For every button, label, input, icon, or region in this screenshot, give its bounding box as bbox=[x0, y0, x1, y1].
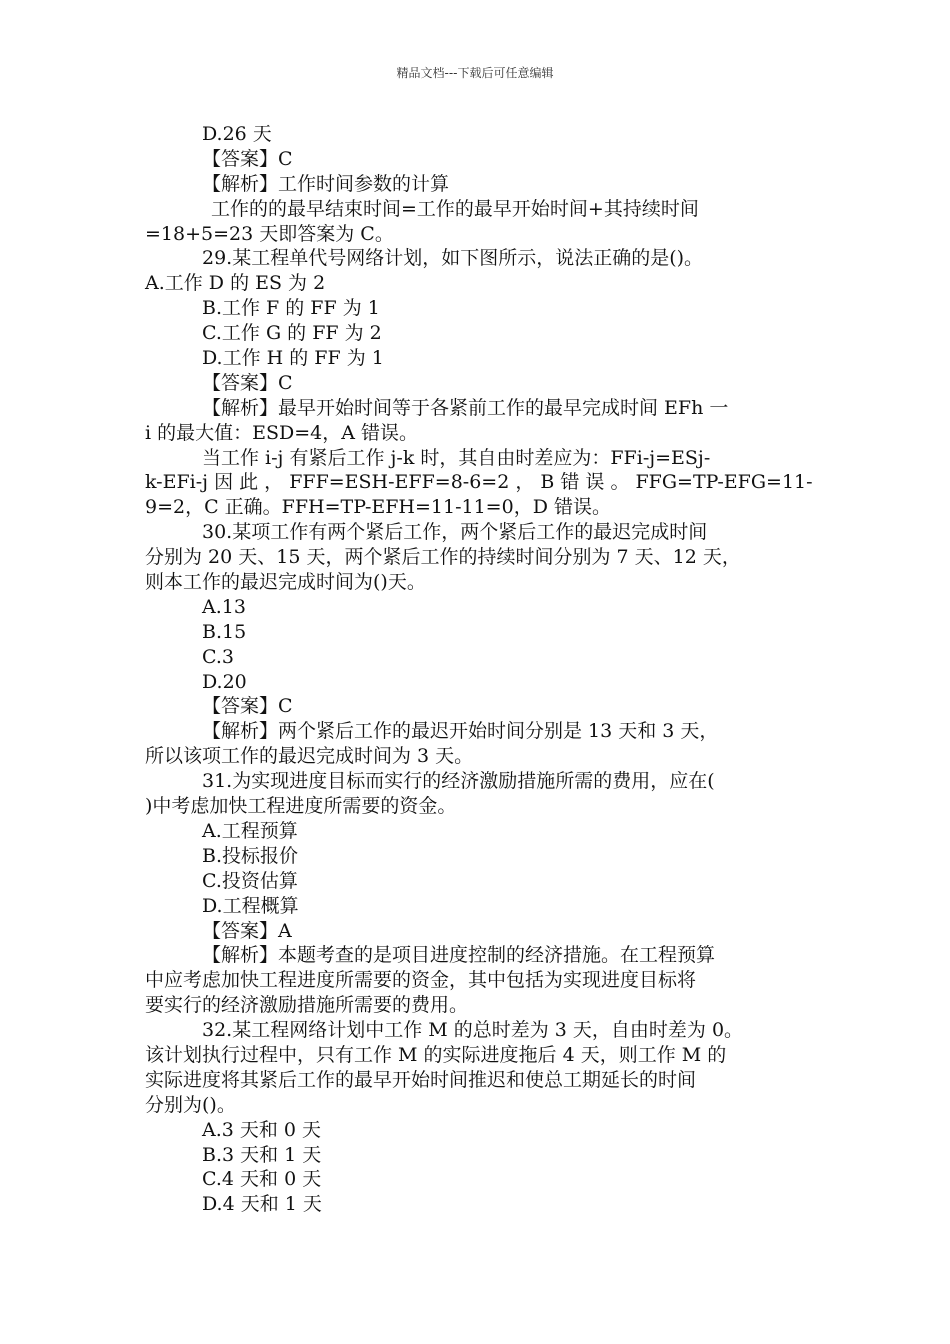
text-line: 【解析】最早开始时间等于各紧前工作的最早完成时间 EFh 一 bbox=[202, 396, 729, 419]
text-line: 当工作 i-j 有紧后工作 j-k 时，其自由时差应为：FFi-j=ESj- bbox=[202, 446, 711, 469]
text-line: C.工作 G 的 FF 为 2 bbox=[202, 322, 382, 345]
text-line: A.13 bbox=[202, 595, 246, 618]
text-line: B.工作 F 的 FF 为 1 bbox=[202, 297, 380, 320]
text-line: D.4 天和 1 天 bbox=[202, 1193, 322, 1216]
text-line: 要实行的经济激励措施所需要的费用。 bbox=[145, 994, 469, 1017]
text-line: B.15 bbox=[202, 620, 247, 643]
text-line: B.投标报价 bbox=[202, 844, 299, 867]
text-line: )中考虑加快工程进度所需要的资金。 bbox=[145, 795, 457, 818]
text-line: 则本工作的最迟完成时间为()天。 bbox=[145, 571, 426, 594]
text-line: 【解析】工作时间参数的计算 bbox=[202, 172, 450, 195]
document-body bbox=[145, 122, 817, 1217]
text-line: 32.某工程网络计划中工作 M 的总时差为 3 天，自由时差为 0。 bbox=[202, 1019, 744, 1042]
text-line: 31.为实现进度目标而实行的经济激励措施所需的费用，应在( bbox=[202, 770, 715, 793]
text-line: 【解析】两个紧后工作的最迟开始时间分别是 13 天和 3 天， bbox=[202, 720, 719, 743]
text-line: k-EFi-j 因 此 ， FFF=ESH-EFF=8-6=2 ， B 错 误 。 FFG=TP-EFG=11- bbox=[145, 471, 813, 494]
text-line: 【答案】C bbox=[202, 371, 293, 394]
text-line: 分别为 20 天、15 天，两个紧后工作的持续时间分别为 7 天、12 天， bbox=[145, 546, 741, 569]
text-line: 【答案】C bbox=[202, 147, 293, 170]
text-line: 分别为()。 bbox=[145, 1093, 236, 1116]
text-line: A.工程预算 bbox=[202, 819, 298, 842]
text-line: B.3 天和 1 天 bbox=[202, 1143, 322, 1166]
text-line: D.20 bbox=[202, 670, 247, 693]
text-line: 该计划执行过程中，只有工作 M 的实际进度拖后 4 天，则工作 M 的 bbox=[145, 1043, 727, 1066]
text-line: i 的最大值：ESD=4，A 错误。 bbox=[145, 421, 419, 444]
text-line: 所以该项工作的最迟完成时间为 3 天。 bbox=[145, 745, 474, 768]
text-line: 【答案】A bbox=[202, 919, 292, 942]
text-line: C.4 天和 0 天 bbox=[202, 1168, 322, 1191]
text-line: A.工作 D 的 ES 为 2 bbox=[145, 272, 326, 295]
text-line: =18+5=23 天即答案为 C。 bbox=[145, 222, 394, 245]
text-line: 实际进度将其紧后工作的最早开始时间推迟和使总工期延长的时间 bbox=[145, 1068, 697, 1091]
text-line: A.3 天和 0 天 bbox=[202, 1118, 322, 1141]
text-line: 【解析】本题考查的是项目进度控制的经济措施。在工程预算 bbox=[202, 944, 716, 967]
text-line: 中应考虑加快工程进度所需要的资金，其中包括为实现进度目标将 bbox=[145, 969, 697, 992]
text-line: C.投资估算 bbox=[202, 869, 298, 892]
text-line: 9=2，C 正确。FFH=TP-EFH=11-11=0，D 错误。 bbox=[145, 496, 611, 519]
text-line: C.3 bbox=[202, 645, 234, 668]
text-line: D.工程概算 bbox=[202, 894, 299, 917]
text-line: 30.某项工作有两个紧后工作，两个紧后工作的最迟完成时间 bbox=[202, 521, 708, 544]
text-line: D.工作 H 的 FF 为 1 bbox=[202, 347, 384, 370]
text-line: D.26 天 bbox=[202, 123, 272, 145]
text-line: 工作的的最早结束时间=工作的最早开始时间+其持续时间 bbox=[211, 197, 699, 220]
text-line: 【答案】C bbox=[202, 695, 293, 718]
text-line: 29.某工程单代号网络计划，如下图所示，说法正确的是()。 bbox=[202, 247, 704, 270]
page-header: 精品文档---下载后可任意编辑 bbox=[396, 66, 554, 80]
